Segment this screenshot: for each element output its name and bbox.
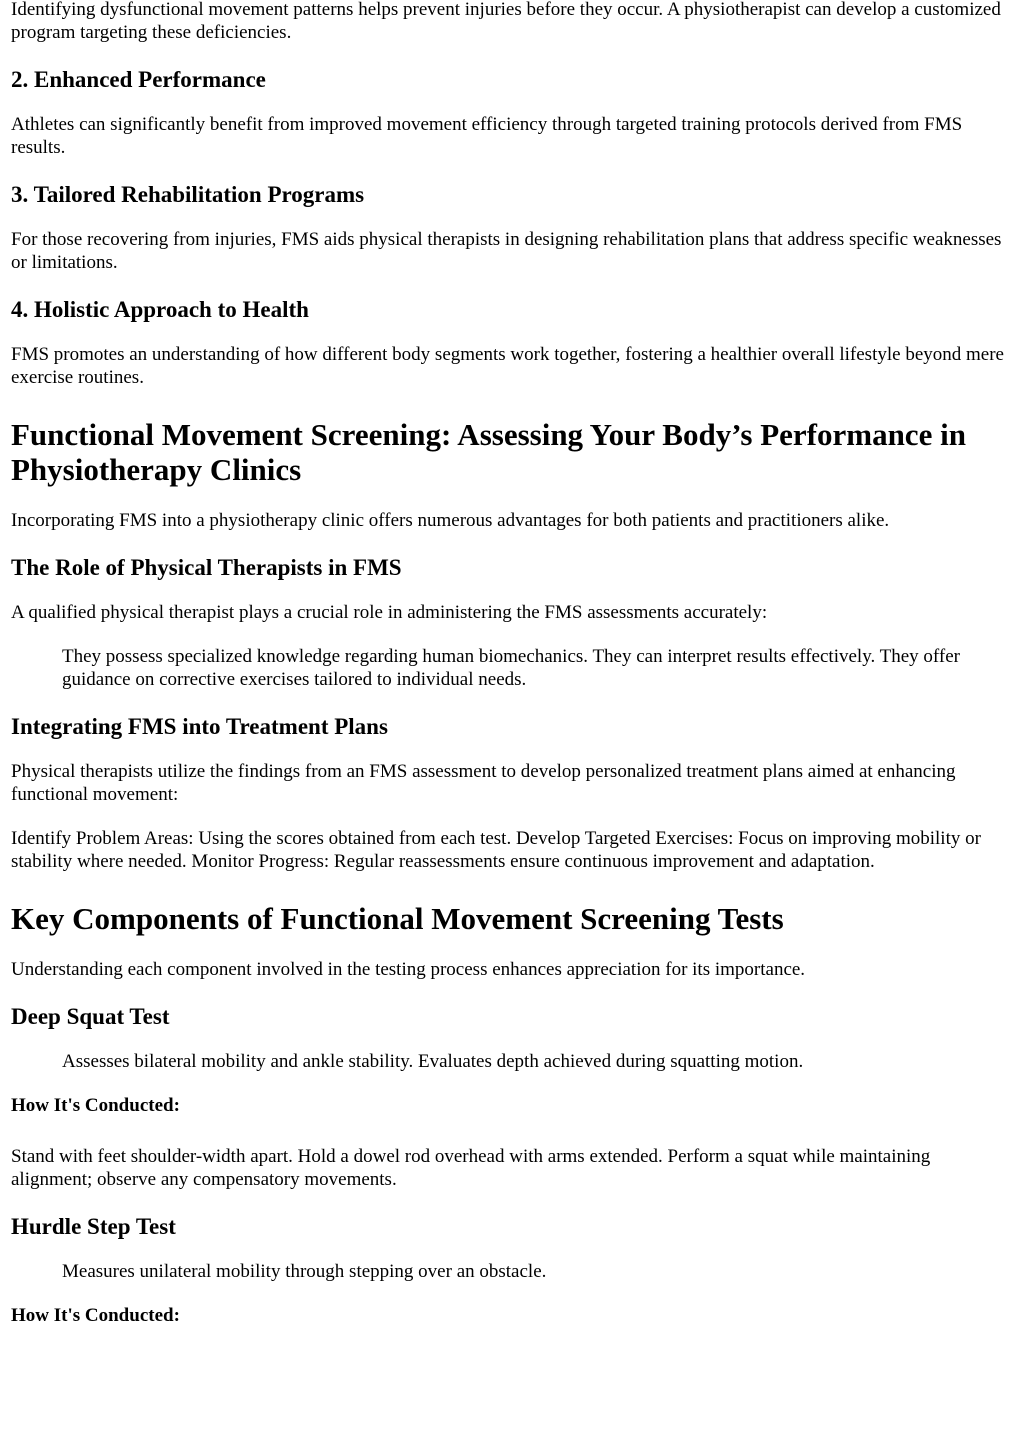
intro-paragraph: Identifying dysfunctional movement patterns helps prevent injuries before they occur. A physiotherapist can develop a customized program targeting these deficiencies. <box>11 0 1001 43</box>
section-intro-clinics: Incorporating FMS into a physiotherapy clinic offers numerous advantages for both patients and practitioners alike. <box>11 510 890 531</box>
subheading-deep-squat: Deep Squat Test <box>11 1004 170 1029</box>
article-body <box>11 0 1013 1355</box>
section-heading-clinics: Functional Movement Screening: Assessing Your Body’s Performance in Physiotherapy Clinics <box>11 417 966 487</box>
deep-squat-how-heading: How It's Conducted: <box>11 1095 180 1116</box>
integrating-steps: Identify Problem Areas: Using the scores obtained from each test. Develop Targeted Exercises: Focus on improving mobility or stability where needed. Monitor Progress: Regular reassessments ensure continuous improvement and adaptation. <box>11 828 981 872</box>
benefit-heading-performance: 2. Enhanced Performance <box>11 67 266 92</box>
role-text: A qualified physical therapist plays a crucial role in administering the FMS assessments accurately: <box>11 602 768 623</box>
subheading-integrating: Integrating FMS into Treatment Plans <box>11 714 388 739</box>
benefit-text-performance: Athletes can significantly benefit from improved movement efficiency through targeted training protocols derived from FMS results. <box>11 114 963 158</box>
section-heading-components: Key Components of Functional Movement Screening Tests <box>11 901 784 936</box>
deep-squat-quote: Assesses bilateral mobility and ankle stability. Evaluates depth achieved during squatting motion. <box>62 1051 804 1072</box>
benefit-text-holistic: FMS promotes an understanding of how different body segments work together, fostering a healthier overall lifestyle beyond mere exercise routines. <box>11 344 1004 388</box>
deep-squat-how-text: Stand with feet shoulder-width apart. Hold a dowel rod overhead with arms extended. Perform a squat while maintaining alignment; observe any compensatory movements. <box>11 1146 931 1190</box>
integrating-text: Physical therapists utilize the findings from an FMS assessment to develop personalized treatment plans aimed at enhancing functional movement: <box>11 761 956 805</box>
subheading-role: The Role of Physical Therapists in FMS <box>11 555 402 580</box>
hurdle-step-quote: Measures unilateral mobility through stepping over an obstacle. <box>62 1261 547 1282</box>
hurdle-step-how-heading: How It's Conducted: <box>11 1305 180 1326</box>
benefit-heading-holistic: 4. Holistic Approach to Health <box>11 297 309 322</box>
benefit-text-rehabilitation: For those recovering from injuries, FMS aids physical therapists in designing rehabilitation plans that address specific weaknesses or limitations. <box>11 229 1002 273</box>
role-quote: They possess specialized knowledge regarding human biomechanics. They can interpret results effectively. They offer guidance on corrective exercises tailored to individual needs. <box>62 646 960 690</box>
benefit-heading-rehabilitation: 3. Tailored Rehabilitation Programs <box>11 182 365 207</box>
section-intro-components: Understanding each component involved in the testing process enhances appreciation for its importance. <box>11 959 806 980</box>
subheading-hurdle-step: Hurdle Step Test <box>11 1214 176 1239</box>
